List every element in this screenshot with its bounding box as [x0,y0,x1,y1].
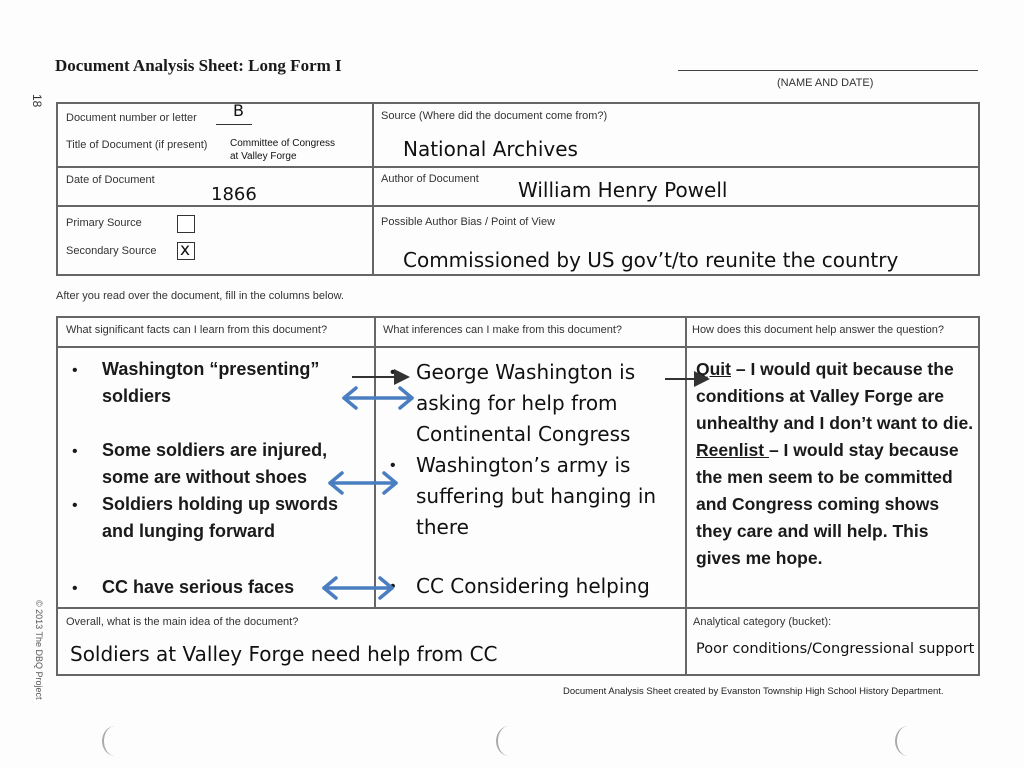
bias-value: Commissioned by US gov’t/to reunite the country [403,248,899,272]
footer-credit: Document Analysis Sheet created by Evanston Township High School History Department. [563,686,944,697]
facts-header: What significant facts can I learn from this document? [66,324,328,336]
source-value: National Archives [403,137,578,161]
copyright-text: © 2013 The DBQ Project [34,600,44,700]
overall-value: Soldiers at Valley Forge need help from CC [70,642,498,666]
fact-item-1: Washington “presenting” soldiers [102,359,320,406]
doc-title-label: Title of Document (if present) [66,139,208,151]
overall-label: Overall, what is the main idea of the document? [66,616,299,628]
primary-source-label: Primary Source [66,217,142,229]
inference-bullet-2: • [390,457,396,474]
binder-hole-middle [496,726,522,756]
sheet-title: Document Analysis Sheet: Long Form I [55,56,342,75]
inference-item-2: Washington’s army is suffering but hanging in there [416,453,657,539]
name-date-label: (NAME AND DATE) [777,77,874,89]
source-label: Source (Where did the document come from?) [381,110,608,122]
quit-text: – I would quit because the conditions at Valley Forge are unhealthy and I don’t want to die. [696,359,974,433]
reenlist-label: Reenlist [696,440,769,460]
inference-bullet-3: • [390,578,396,595]
category-value: Poor conditions/Congressional support [696,641,975,657]
doc-number-value: B [233,101,244,120]
page-number: 18 [30,94,44,108]
category-label: Analytical category (bucket): [693,616,832,628]
inferences-header: What inferences can I make from this document? [383,324,623,336]
doc-title-value-2: at Valley Forge [230,151,297,162]
date-label: Date of Document [66,174,155,186]
fact-bullet-1: • [72,362,78,379]
fact-item-3: Soldiers holding up swords and lunging forward [102,494,339,541]
inference-item-3: CC Considering helping [416,574,650,598]
fact-bullet-4: • [72,580,78,597]
binder-hole-left [102,726,128,756]
binder-hole-right [895,726,921,756]
doc-title-value-1: Committee of Congress [230,138,336,149]
fact-item-2: Some soldiers are injured, some are without shoes [102,440,328,487]
fact-item-4: CC have serious faces [102,577,295,597]
inference-item-1: George Washington is asking for help from Continental Congress [416,360,636,446]
doc-number-label: Document number or letter [66,112,197,124]
bias-label: Possible Author Bias / Point of View [381,216,556,228]
double-arrow-3 [324,578,392,598]
question-header: How does this document help answer the question? [692,324,944,336]
author-label: Author of Document [381,173,479,185]
author-value: William Henry Powell [518,178,728,202]
fact-bullet-2: • [72,443,78,460]
double-arrow-2 [330,473,396,493]
double-arrow-1 [344,388,412,408]
date-value: 1866 [211,184,257,205]
reenlist-text: – I would stay because the men seem to be committed and Congress coming shows they care and will help. This gives me hope. [696,440,959,568]
secondary-source-label: Secondary Source [66,245,157,257]
inference-bullet-1: • [390,364,396,381]
fact-bullet-3: • [72,497,78,514]
instruction-text: After you read over the document, fill in the columns below. [56,290,344,302]
secondary-source-mark: x [180,240,191,260]
quit-label: Quit [696,359,731,379]
